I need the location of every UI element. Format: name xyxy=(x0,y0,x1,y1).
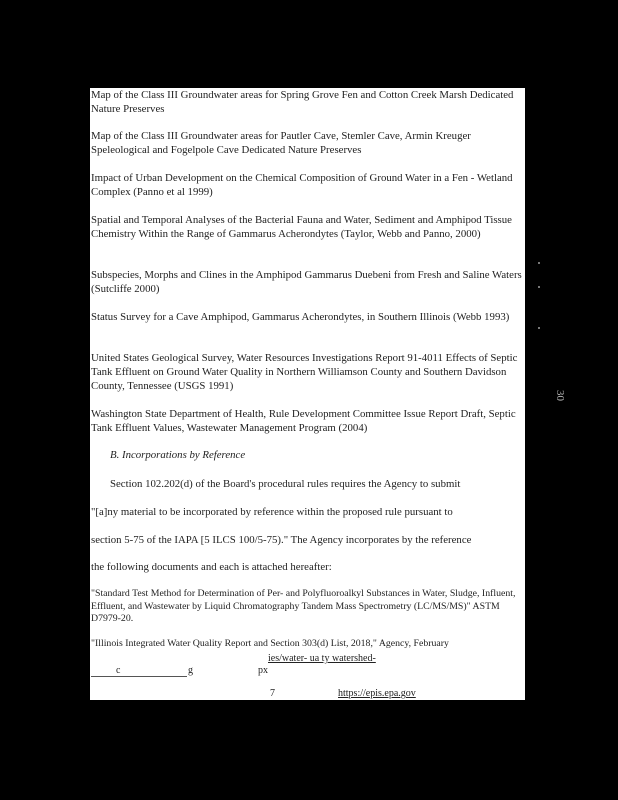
footnote-rule xyxy=(91,676,187,677)
reference-item: "Standard Test Method for Determination of Per- and Polyfluoroalkyl Substances in Water, Sludge, Influent, Effluent, and Wastewater by Liquid Chromatography Tandem Mass Spectrometry (LC/MS/MS)" ASTM D7979-20. xyxy=(91,588,516,624)
page-number: 7 xyxy=(270,688,275,699)
reference-paragraph: United States Geological Survey, Water Resources Investigations Report 91-4011 Effects of Septic Tank Effluent on Ground Water Quality in Northern Williamson County and Southern Davidson County, Tennessee (USGS 1991) xyxy=(91,352,518,392)
reference-paragraph: Status Survey for a Cave Amphipod, Gammarus Acherondytes, in Southern Illinois (Webb 1993) xyxy=(91,311,510,323)
reference-paragraph: Spatial and Temporal Analyses of the Bacterial Fauna and Water, Sediment and Amphipod Tissue Chemistry Within the Range of Gammarus Acherondytes (Taylor, Webb and Panno, 2000) xyxy=(91,214,512,240)
footer-fragment: g xyxy=(188,665,193,676)
scan-speck xyxy=(538,262,540,264)
side-page-number: 30 xyxy=(554,390,566,401)
url-fragment[interactable]: ies/water- ua ty watershed- xyxy=(268,653,376,664)
scan-speck xyxy=(538,327,540,329)
body-line: the following documents and each is attached hereafter: xyxy=(91,561,332,573)
footer-fragment: px xyxy=(258,665,268,676)
section-heading: B. Incorporations by Reference xyxy=(110,449,246,461)
reference-paragraph: Subspecies, Morphs and Clines in the Amphipod Gammarus Duebeni from Fresh and Saline Waters (Sutcliffe 2000) xyxy=(91,269,522,295)
scan-speck xyxy=(538,286,540,288)
footer-fragment: c xyxy=(116,665,121,676)
reference-paragraph: Map of the Class III Groundwater areas for Pautler Cave, Stemler Cave, Armin Kreuger Speleological and Fogelpole Cave Dedicated Nature Preserves xyxy=(91,130,471,156)
document-page xyxy=(90,88,525,700)
url-fragment[interactable]: https://epis.epa.gov xyxy=(338,688,416,699)
reference-paragraph: Washington State Department of Health, Rule Development Committee Issue Report Draft, Septic Tank Effluent Values, Wastewater Management Program (2004) xyxy=(91,408,516,434)
reference-item: "Illinois Integrated Water Quality Report and Section 303(d) List, 2018," Agency, February xyxy=(91,638,449,649)
reference-paragraph: Map of the Class III Groundwater areas for Spring Grove Fen and Cotton Creek Marsh Dedicated Nature Preserves xyxy=(91,89,514,115)
body-line: Section 102.202(d) of the Board's procedural rules requires the Agency to submit xyxy=(110,478,461,490)
reference-paragraph: Impact of Urban Development on the Chemical Composition of Ground Water in a Fen - Wetland Complex (Panno et al 1999) xyxy=(91,172,513,198)
body-line: "[a]ny material to be incorporated by reference within the proposed rule pursuant to xyxy=(91,506,453,518)
body-line: section 5-75 of the IAPA [5 ILCS 100/5-75)." The Agency incorporates by the reference xyxy=(91,534,472,546)
